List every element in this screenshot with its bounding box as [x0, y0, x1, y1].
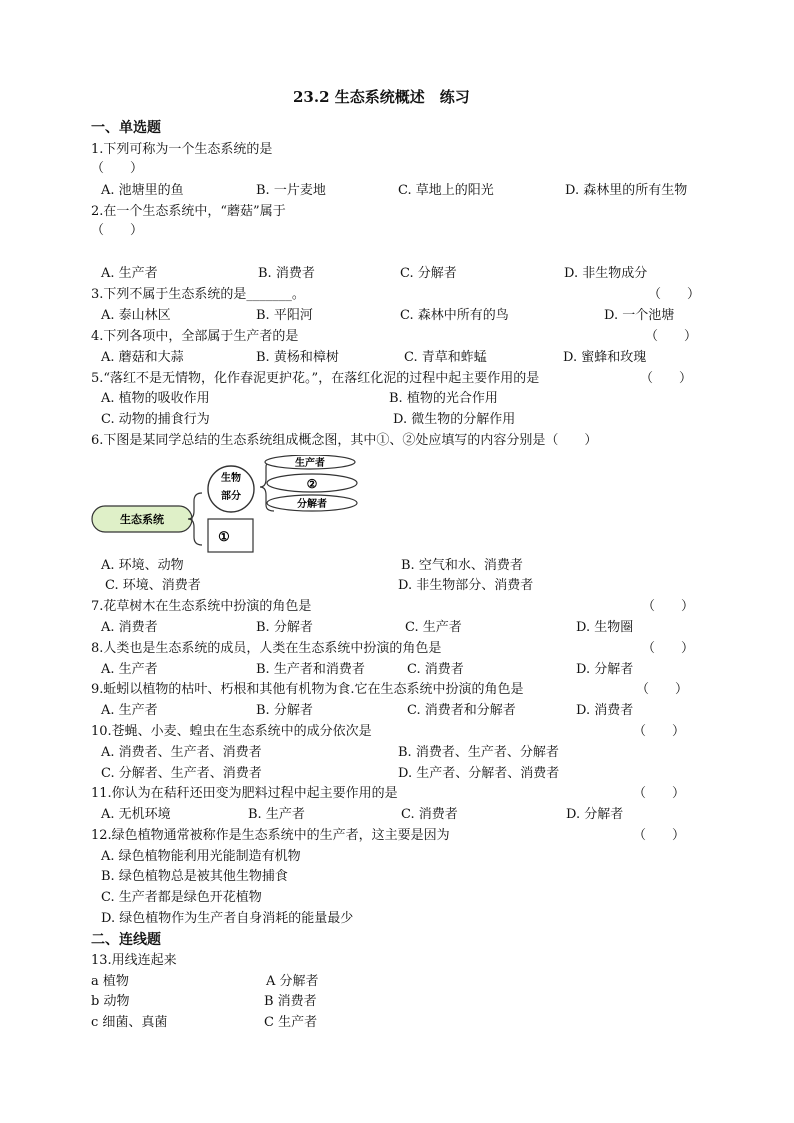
q5-stem: 5.“落红不是无情物，化作春泥更护花。”，在落红化泥的过程中起主要作用的是	[91, 371, 540, 386]
q5-option-b: B. 植物的光合作用	[389, 391, 498, 406]
q12-option-b: B. 绿色植物总是被其他生物捕食	[101, 869, 288, 884]
section-single-choice: 一、单选题	[91, 120, 161, 136]
q9-option-a: A. 生产者	[101, 703, 158, 718]
q12-paren: （ ）	[633, 828, 686, 843]
q10-stem: 10.苍蝇、小麦、蝗虫在生态系统中的成分依次是	[91, 724, 372, 739]
q5-option-a: A. 植物的吸收作用	[101, 391, 210, 406]
q3-paren: （ ）	[648, 287, 701, 302]
q7-option-d: D. 生物圈	[576, 620, 634, 635]
section-matching: 二、连线题	[91, 932, 161, 948]
q1-option-c: C. 草地上的阳光	[398, 183, 494, 198]
q4-option-c: C. 青草和蚱蜢	[404, 350, 487, 365]
diagram-mark-1: ①	[218, 530, 230, 545]
q11-option-b: B. 生产者	[248, 807, 305, 822]
diagram-decomposer-label: 分解者	[297, 499, 327, 510]
q2-option-a: A. 生产者	[101, 266, 158, 281]
q13-left-1: a 植物	[91, 974, 129, 989]
q2-option-c: C. 分解者	[400, 266, 457, 281]
diagram-root-label: 生态系统	[120, 513, 164, 526]
q9-option-b: B. 分解者	[256, 703, 313, 718]
q11-option-d: D. 分解者	[566, 807, 624, 822]
q13-right-3: C 生产者	[264, 1015, 318, 1030]
q12-stem: 12.绿色植物通常被称作是生态系统中的生产者，这主要是因为	[91, 828, 450, 843]
q8-option-b: B. 生产者和消费者	[256, 662, 365, 677]
q8-paren: （ ）	[642, 641, 695, 656]
q4-option-a: A. 蘑菇和大蒜	[101, 350, 184, 365]
q1-paren: （ ）	[91, 161, 144, 176]
q6-option-a: A. 环境、动物	[101, 558, 184, 573]
q9-option-d: D. 消费者	[576, 703, 634, 718]
q3-option-d: D. 一个池塘	[604, 308, 675, 323]
q8-stem: 8.人类也是生态系统的成员，人类在生态系统中扮演的角色是	[91, 641, 442, 656]
q10-option-d: D. 生产者、分解者、消费者	[398, 766, 560, 781]
q12-option-a: A. 绿色植物能利用光能制造有机物	[101, 849, 301, 864]
q10-option-a: A. 消费者、生产者、消费者	[101, 745, 262, 760]
q3-option-c: C. 森林中所有的鸟	[400, 308, 509, 323]
q9-paren: （ ）	[636, 682, 689, 697]
q13-right-2: B 消费者	[264, 994, 317, 1009]
q7-paren: （ ）	[642, 599, 695, 614]
q11-stem: 11.你认为在秸秆还田变为肥料过程中起主要作用的是	[91, 786, 398, 801]
q12-option-d: D. 绿色植物作为生产者自身消耗的能量最少	[101, 911, 354, 926]
q13-right-1: A 分解者	[266, 974, 319, 989]
ecosystem-concept-diagram	[90, 455, 380, 560]
q2-option-b: B. 消费者	[258, 266, 315, 281]
q7-option-b: B. 分解者	[256, 620, 313, 635]
diagram-mark-2: ②	[306, 477, 318, 491]
q7-option-a: A. 消费者	[101, 620, 158, 635]
q10-option-b: B. 消费者、生产者、分解者	[398, 745, 559, 760]
q4-paren: （ ）	[645, 329, 698, 344]
q1-option-a: A. 池塘里的鱼	[101, 183, 184, 198]
q4-option-b: B. 黄杨和樟树	[256, 350, 339, 365]
q4-stem: 4.下列各项中，全部属于生产者的是	[91, 329, 299, 344]
q6-option-b: B. 空气和水、消费者	[401, 558, 523, 573]
q1-option-b: B. 一片麦地	[256, 183, 326, 198]
q4-option-d: D. 蜜蜂和玫瑰	[563, 350, 647, 365]
q5-paren: （ ）	[640, 371, 693, 386]
q5-option-d: D. 微生物的分解作用	[393, 412, 516, 427]
q11-option-a: A. 无机环境	[101, 807, 171, 822]
q3-option-a: A. 泰山林区	[101, 308, 171, 323]
q9-option-c: C. 消费者和分解者	[407, 703, 516, 718]
page-title: 23.2 生态系统概述 练习	[293, 88, 470, 106]
q13-left-2: b 动物	[91, 994, 130, 1009]
diagram-box-1	[208, 519, 253, 552]
q1-option-d: D. 森林里的所有生物	[565, 183, 688, 198]
q2-paren: （ ）	[91, 223, 144, 238]
q7-stem: 7.花草树木在生态系统中扮演的角色是	[91, 599, 312, 614]
q5-option-c: C. 动物的捕食行为	[101, 412, 210, 427]
q13-stem: 13.用线连起来	[91, 953, 177, 968]
q10-option-c: C. 分解者、生产者、消费者	[101, 766, 262, 781]
q8-option-c: C. 消费者	[407, 662, 464, 677]
diagram-producer-label: 生产者	[295, 458, 325, 469]
q8-option-d: D. 分解者	[576, 662, 634, 677]
q2-option-d: D. 非生物成分	[564, 266, 648, 281]
q3-stem: 3.下列不属于生态系统的是_______。	[91, 287, 305, 302]
q1-stem: 1.下列可称为一个生态系统的是	[91, 142, 273, 157]
q2-stem: 2.在一个生态系统中，“蘑菇”属于	[91, 204, 286, 219]
q6-option-d: D. 非生物部分、消费者	[398, 578, 534, 593]
q13-left-3: c 细菌、真菌	[91, 1015, 168, 1030]
q11-paren: （ ）	[633, 786, 686, 801]
q7-option-c: C. 生产者	[405, 620, 462, 635]
diagram-brace-left	[188, 493, 202, 545]
q11-option-c: C. 消费者	[401, 807, 458, 822]
q6-option-c: C. 环境、消费者	[105, 578, 201, 593]
q8-option-a: A. 生产者	[101, 662, 158, 677]
q12-option-c: C. 生产者都是绿色开花植物	[101, 890, 262, 905]
q9-stem: 9.蚯蚓以植物的枯叶、朽根和其他有机物为食.它在生态系统中扮演的角色是	[91, 682, 524, 697]
q6-stem: 6.下图是某同学总结的生态系统组成概念图，其中①、②处应填写的内容分别是（ ）	[91, 433, 598, 448]
diagram-bio-label-1: 生物	[221, 473, 241, 484]
diagram-bio-label-2: 部分	[221, 491, 241, 502]
q3-option-b: B. 平阳河	[256, 308, 313, 323]
q10-paren: （ ）	[633, 724, 686, 739]
